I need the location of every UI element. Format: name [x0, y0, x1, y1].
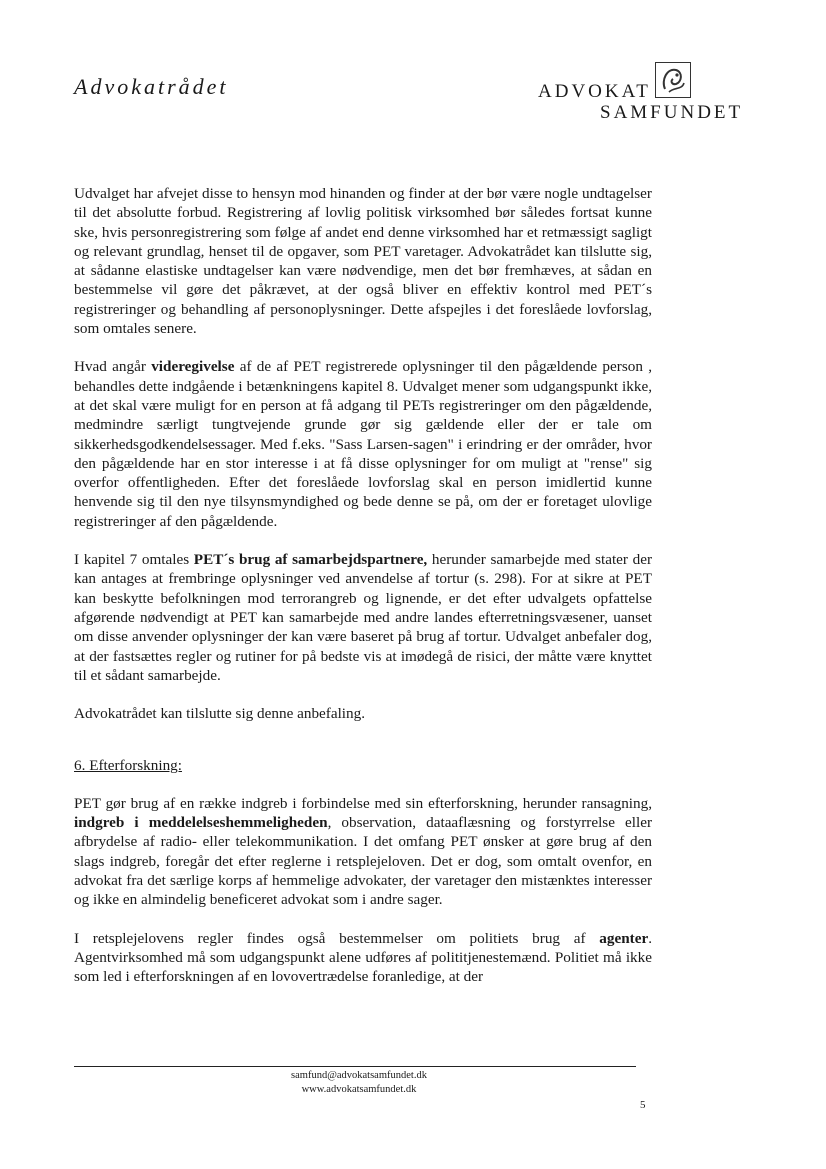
bold-term-meddelelseshemmelighed: indgreb i meddelelseshemmeligheden: [74, 814, 328, 832]
header-title: Advokatrådet: [74, 74, 229, 99]
paragraph-1: Udvalget har afvejet disse to hensyn mod hinanden og finder at der bør være nogle undtagelser til det absolutte forbud. Registrering af lovlig politisk virksomhed bør således fortsat kunne ske, hvis personregistrering som følge af andet end denne virksomhed har et retmæssigt sagligt og relevant grundlag, henset til de opgaver, som PET varetager. Advokatrådet kan tilslutte sig, at sådanne elastiske undtagelser kan være nødvendige, men det bør fremhæves, at sådan en bestemmelse vil gøre det påkrævet, at der også bliver en effektiv kontrol med PET´s registreringer og behandling af personoplysninger. Dette afspejles i det foreslåede lovforslag, som omtales senere.: [74, 185, 652, 338]
advokatsamfundet-logo: [538, 62, 808, 122]
section-heading-efterforskning: 6. Efterforskning:: [74, 757, 182, 775]
paragraph-4: Advokatrådet kan tilslutte sig denne anbefaling.: [74, 705, 366, 723]
logo-text-top: ADVOKAT: [538, 81, 651, 102]
footer: [74, 1069, 644, 1097]
footer-website: www.advokatsamfundet.dk: [301, 1084, 417, 1095]
document-body: [74, 184, 652, 986]
paragraph-6: I retsplejelovens regler findes også bestemmelser om politiets brug af agenter. Agentvirksomhed må som udgangspunkt alene udføres af polititjenestemænd. Politiet må ikke som led i efterforskningen af en lovovertrædelse foranledige, at der: [74, 929, 652, 986]
logo-text-bottom: SAMFUNDET: [600, 102, 744, 123]
bold-term-agenter: agenter: [599, 929, 649, 947]
page-number: 5: [640, 1099, 646, 1111]
footer-divider: [74, 1066, 636, 1067]
bold-term-videregivelse: videregivelse: [151, 358, 235, 376]
bold-term-samarbejdspartnere: PET´s brug af samarbejdspartnere,: [193, 551, 428, 569]
paragraph-5: PET gør brug af en række indgreb i forbindelse med sin efterforskning, herunder ransagning, indgreb i meddelelseshemmeligheden, observation, dataaflæsning og forstyrrelse eller afbrydelse af radio- eller telekommunikation. I det omfang PET ønsker at gøre brug af den slags indgreb, foregår det efter reglerne i retsplejeloven. Det er dog, som omtalt ovenfor, en advokat fra det særlige korps af hemmelige advokater, der varetager den mistænktes interesser og ikke en almindelig beneficeret advokat som i andre sager.: [74, 794, 652, 909]
paragraph-3: I kapitel 7 omtales PET´s brug af samarbejdspartnere, herunder samarbejde med stater der kan antages at frembringe oplysninger ved anvendelse af tortur (s. 298). For at sikre at PET kan beskytte befolkningen mod terrorangreb og lignende, er det efter udvalgets opfattelse afgørende nødvendigt at PET kan samarbejde med andre landes efterretningsvæsener, uanset om disse anvender oplysninger der kan være baseret på brug af tortur. Udvalget anbefaler dog, at der fastsættes regler og rutiner for på bedste vis at imødegå de risici, der måtte være knyttet til et sådant samarbejde.: [74, 551, 652, 684]
logo-emblem-icon: [655, 62, 691, 98]
footer-email: samfund@advokatsamfundet.dk: [291, 1070, 427, 1081]
paragraph-2: Hvad angår videregivelse af de af PET registrerede oplysninger til den pågældende person , behandles dette indgående i betænkningens kapitel 8. Udvalget mener som udgangspunkt ikke, at det skal være muligt for en person at få adgang til PETs registreringer om den pågældende, medmindre særligt tungtvejende grunde gør sig gældende eller der er tale om sikkerhedsgodkendelsessager. Med f.eks. "Sass Larsen-sagen" i erindring er der områder, hvor den pågældende har en stor interesse i at få disse oplysninger for om muligt at "rense" sig overfor offentligheden. Efter det foreslåede lovforslag skal en person imidlertid kunne henvende sig til den nye tilsynsmyndighed og bede denne se på, om der er foretaget ulovlige registreringer af den pågældende.: [74, 358, 653, 530]
